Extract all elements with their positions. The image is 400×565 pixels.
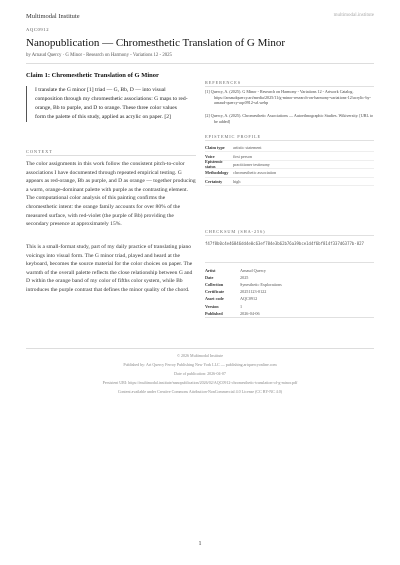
profile-row — [205, 169, 374, 177]
footer-license[interactable]: Content available under Creative Commons Attribution-NonCommercial 4.0 License (CC BY-NC 4.0) — [117, 389, 283, 394]
metadata-value: 20251123-0122 — [240, 289, 267, 295]
profile-row — [205, 161, 374, 169]
page-number: 1 — [198, 541, 202, 547]
profile-key: Certainty — [205, 178, 223, 184]
profile-row — [205, 178, 374, 186]
metadata-value: Arnaud Quercy — [240, 268, 266, 274]
epistemic-profile-heading: EPISTEMIC PROFILE — [205, 134, 262, 139]
metadata-key: Collection — [205, 282, 224, 288]
metadata-value: AQC0912 — [240, 296, 258, 302]
context-paragraph-2: This is a small-format study, part of my daily practice of translating piano voicings into visual form. The G minor triad, played and heard at the keyboard, becomes the source material for the color choices on paper. The warmth of the overall palette reflects the close relationship between G and D within the orange band of my color of fifths color system, while Bb introduces the purple contrast that defines the minor quality of the chord. — [26, 244, 193, 293]
claim-heading: Claim 1: Chromesthetic Translation of G Minor — [26, 72, 159, 79]
byline: by Arnaud Quercy · G Minor - Research on Harmony - Variations 12 - 2025 — [26, 53, 172, 58]
metadata-key: Version — [205, 303, 219, 309]
checksum-heading: CHECKSUM (SHA-256) — [205, 229, 266, 234]
metadata-key: Certificate — [205, 289, 225, 295]
metadata-row — [205, 274, 374, 281]
references-divider — [205, 86, 374, 87]
metadata-value: 2025 — [240, 275, 249, 281]
profile-row — [205, 144, 374, 152]
footer-copyright: © 2026 Multimodal Institute — [176, 353, 224, 358]
context-paragraph-1: The color assignments in this work follow the consistent pitch-to-color associations I have documented through repeated empirical testing. G appears as red-orange, Bb as purple, and D as orange — together producing a warm, orange-dominant palette with purple as the contrasting element. The computational color analysis of this painting confirms the chromesthetic intent: the orange family accounts for over 80% of the measured surface, with red-violet (the purple of Bb) providing the secondary presence at approximately 15%. — [26, 161, 196, 228]
profile-value: artistic statement — [233, 145, 262, 151]
metadata-row — [205, 302, 374, 309]
profile-key: Methodology — [205, 170, 229, 176]
profile-value: high — [233, 178, 241, 184]
references-heading: REFERENCES — [205, 80, 241, 85]
metadata-row — [205, 267, 374, 274]
footer-persistent-uri[interactable]: Persistent URI: https://multimodal.institute/nanopublication/2026/02/AQC0912-chromesthetic-translation-of-g-minor.pdf — [102, 380, 298, 385]
site-name[interactable]: Multimodal Institute — [26, 13, 80, 20]
metadata-key: Artist — [205, 268, 216, 274]
profile-key: Claim type — [205, 145, 225, 151]
claim-abstract: I translate the G minor [1] triad — G, Bb, D — into visual composition through my chromesthetic associations: G maps to red-orange, Bb to purple, and D to orange. These three color values form the palette of this study, applied as acrylic on paper. [2] — [26, 86, 188, 122]
metadata-value: 2026-04-06 — [240, 310, 260, 316]
metadata-value: 1 — [240, 303, 243, 309]
footer-publisher[interactable]: Published by: Art Quercy Ferroy Publishing New York LLC — publishing.artquercyonline.com — [123, 362, 277, 367]
metadata-key: Asset code — [205, 296, 224, 302]
metadata-row — [205, 310, 374, 317]
profile-value: practitioner testimony — [233, 161, 270, 167]
metadata-key: Date — [205, 275, 214, 281]
metadata-key: Published — [205, 310, 223, 316]
checksum-divider — [205, 235, 374, 236]
artwork-metadata — [205, 265, 374, 319]
metadata-divider-top — [205, 262, 374, 263]
reference-item-1[interactable]: [1] Quercy, A. (2025). G Minor - Research on Harmony - Variations 12 - Artwork Catalog. https://arnaudquercy.art/media/2025/11/g-minor-research-on-harmony-variations-12/acrylic-by-arnaud-quercy-aqc0912-srl.webp — [205, 89, 371, 106]
metadata-row — [205, 295, 374, 302]
profile-key: Epistemic status — [205, 159, 223, 170]
metadata-row — [205, 281, 374, 288]
profile-key: Voice — [205, 153, 215, 159]
reference-item-2[interactable]: [2] Quercy, A. (2025). Chromesthetic Associations — Autoethnographic Studies. Wikiversity. [URL to be added] — [205, 113, 374, 124]
site-domain[interactable]: multimodal.institute — [333, 13, 374, 18]
epistemic-profile-table — [205, 144, 374, 186]
header-divider — [26, 63, 374, 64]
metadata-value: Synesthetic Explorations — [240, 282, 282, 288]
profile-divider — [205, 140, 374, 141]
metadata-divider-bottom — [205, 317, 374, 318]
profile-value: first person — [233, 153, 252, 159]
footer-divider — [26, 348, 374, 349]
header-bar — [26, 13, 374, 23]
checksum-value: f47f8b0c4e46846dd4e0c63ef784e3b62b76a39bce1d4f6bf814f337d6377b-827 — [205, 241, 364, 246]
document-id: AQC0912 — [26, 27, 50, 32]
page-title: Nanopublication — Chromesthetic Translation of G Minor — [26, 37, 286, 49]
context-heading: CONTEXT — [26, 149, 53, 154]
context-divider — [26, 155, 196, 156]
profile-value: chromesthetic association — [233, 170, 277, 176]
metadata-row — [205, 288, 374, 295]
footer-publication-date: Date of publication: 2026-04-07 — [174, 371, 226, 376]
